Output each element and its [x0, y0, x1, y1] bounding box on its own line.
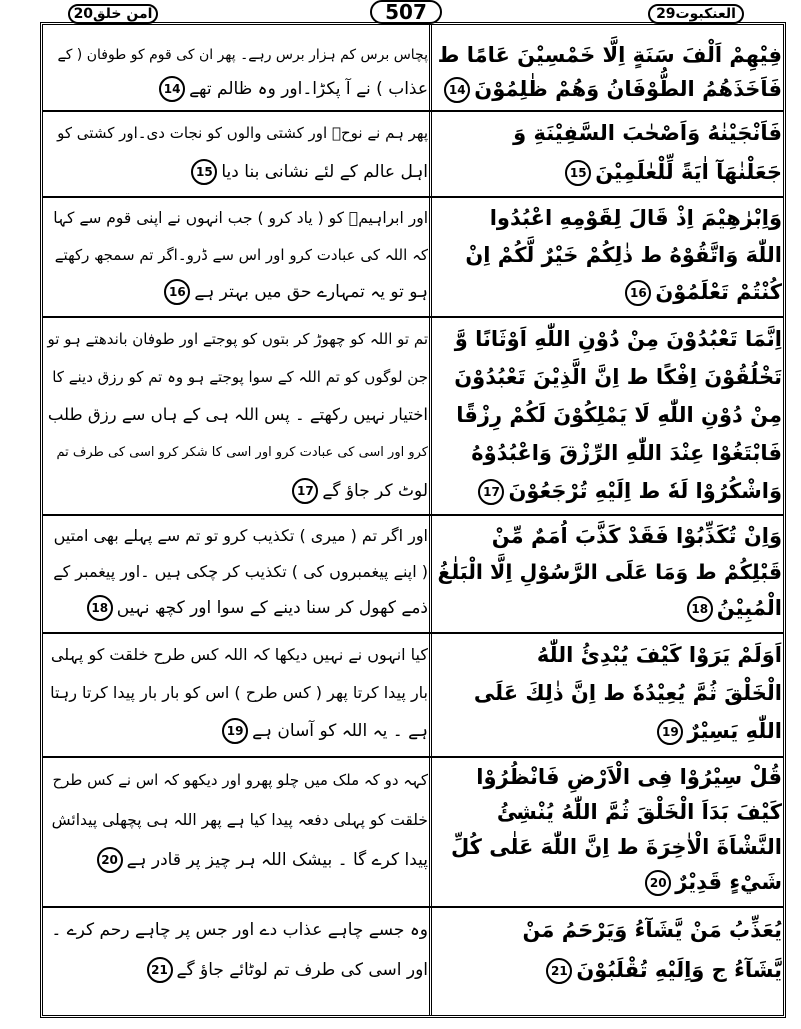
line-text: فِيْهِمْ اَلْفَ سَنَةٍ اِلَّا خَمْسِيْنَ عَامًا ط	[437, 43, 782, 67]
line-text: اور اگر تم ( میری ) تکذیب کرو تو تم سے پہلے بھی امتیں	[53, 526, 428, 545]
text-line	[46, 518, 428, 554]
text-line	[434, 274, 782, 311]
arabic-verse-block	[434, 200, 782, 311]
text-line	[434, 153, 782, 192]
line-text: اختیار نہیں رکھتے ۔ پس اللہ ہی کے ہاں سے رزق طلب	[47, 405, 428, 424]
urdu-translation-block	[46, 200, 428, 311]
section-label: امن خلق20	[68, 4, 158, 24]
verse-number-marker: 21	[546, 958, 572, 984]
line-text: کیا انہوں نے نہیں دیکھا کہ اللہ کس طرح خلقت کو پہلی	[50, 645, 428, 664]
text-line	[46, 237, 428, 274]
line-text: لوٹ کر جاؤ گے	[322, 481, 428, 501]
section-separator	[42, 196, 784, 198]
text-line	[46, 910, 428, 950]
arabic-verse-block	[434, 114, 782, 192]
line-text: قُلْ سِيْرُوْا فِى الْاَرْضِ فَانْظُرُوْا	[476, 765, 782, 789]
line-text: شَيْءٍ قَدِيْرٌ	[675, 870, 782, 894]
text-line	[434, 114, 782, 153]
section-separator	[42, 906, 784, 908]
arabic-verse-block	[434, 910, 782, 990]
text-line	[46, 674, 428, 712]
line-text: قَبْلِكُمْ ط وَمَا عَلَى الرَّسُوْلِ اِلَّا الْبَلٰغُ	[437, 560, 782, 584]
text-line	[434, 434, 782, 472]
urdu-translation-block	[46, 320, 428, 510]
text-line	[434, 795, 782, 830]
arabic-verse-block	[434, 38, 782, 106]
line-text: النَّشْاَةَ الْاٰخِرَةَ ط اِنَّ اللّٰهَ عَلٰى كُلِّ	[450, 835, 782, 859]
urdu-translation-block	[46, 114, 428, 192]
line-text: اِنَّمَا تَعْبُدُوْنَ مِنْ دُوْنِ اللّٰهِ اَوْثَانًا وَّ	[454, 327, 782, 351]
line-text: ہے ۔ یہ اللہ کو آسان ہے	[252, 721, 428, 741]
text-line	[434, 712, 782, 750]
verse-number-marker: 17	[478, 479, 504, 505]
line-text: يَّشَآءُ ج وَاِلَيْهِ تُقْلَبُوْنَ	[576, 958, 782, 982]
section-separator	[42, 514, 784, 516]
text-line	[434, 760, 782, 795]
text-line	[46, 554, 428, 590]
line-text: كُنْتُمْ تَعْلَمُوْنَ	[655, 280, 782, 304]
text-line	[434, 950, 782, 990]
arabic-verse-block	[434, 320, 782, 510]
text-line	[434, 518, 782, 554]
urdu-translation-block	[46, 760, 428, 880]
line-text: کرو اور اسی کی عبادت کرو اور اسی کا شکر کرو اسی کی طرف تم	[56, 445, 428, 460]
text-line	[46, 358, 428, 396]
line-text: پھر ہم نے نوحؑ اور کشتی والوں کو نجات دی۔اور کشتی کو	[57, 124, 428, 142]
line-text: جَعَلْنٰهَآ اٰيَةً لِّلْعٰلَمِيْنَ	[595, 160, 782, 184]
text-line	[434, 472, 782, 510]
line-text: وَاِبْرٰهِيْمَ اِذْ قَالَ لِقَوْمِهِ اعْبُدُوا	[489, 206, 782, 230]
text-line	[46, 950, 428, 990]
verse-number-marker: 20	[645, 870, 671, 896]
line-text: الْخَلْقَ ثُمَّ يُعِيْدُهٗ ط اِنَّ ذٰلِكَ عَلَى	[473, 681, 782, 705]
line-text: جن لوگوں کو تم اللہ کے سوا پوجتے ہو وہ تم کو رزق دینے کا	[52, 368, 428, 386]
line-text: فَابْتَغُوْا عِنْدَ اللّٰهِ الرِّزْقَ وَاعْبُدُوْهُ	[471, 441, 782, 465]
text-line	[46, 320, 428, 358]
line-text: ( اپنے پیغمبروں کی ) تکذیب کر چکی ہیں ۔اور پیغمبر کے	[53, 562, 428, 581]
text-line	[434, 237, 782, 274]
line-text: کہ اللہ کی عبادت کرو اور اس سے ڈرو۔اگر تم سمجھ رکھتے	[54, 246, 428, 264]
text-line	[46, 712, 428, 750]
verse-number-marker: 15	[191, 159, 217, 185]
text-line	[46, 636, 428, 674]
text-line	[434, 358, 782, 396]
text-line	[46, 434, 428, 472]
line-text: وہ جسے چاہے عذاب دے اور جس پر چاہے رحم کرے ۔	[51, 920, 428, 940]
verse-number-marker: 19	[657, 719, 683, 745]
line-text: اہل عالم کے لئے نشانی بنا دیا	[221, 162, 428, 182]
text-line	[434, 396, 782, 434]
verse-number-marker: 20	[97, 847, 123, 873]
line-text: فَاَنْجَيْنٰهُ وَاَصْحٰبَ السَّفِيْنَةِ وَ	[513, 121, 782, 145]
text-line	[46, 840, 428, 880]
verse-number-marker: 16	[625, 280, 651, 306]
text-line	[46, 800, 428, 840]
text-line	[434, 636, 782, 674]
verse-number-marker: 14	[159, 76, 185, 102]
text-line	[434, 38, 782, 72]
verse-number-marker: 19	[222, 718, 248, 744]
verse-number-marker: 15	[565, 160, 591, 186]
text-line	[46, 153, 428, 192]
line-text: پچاس برس کم ہزار برس رہے۔ پھر ان کی قوم کو طوفان ( کے	[57, 47, 428, 63]
text-line	[434, 72, 782, 106]
urdu-translation-block	[46, 38, 428, 106]
page-number: 507	[370, 0, 442, 24]
text-line	[434, 320, 782, 358]
arabic-verse-block	[434, 760, 782, 900]
line-text: مِنْ دُوْنِ اللّٰهِ لَا يَمْلِكُوْنَ لَكُمْ رِزْقًا	[456, 403, 782, 427]
text-line	[46, 200, 428, 237]
text-line	[434, 674, 782, 712]
line-text: کہہ دو کہ ملک میں چلو پھرو اور دیکھو کہ اس نے کس طرح	[52, 771, 428, 789]
line-text: ذمے کھول کر سنا دینے کے سوا اور کچھ نہیں	[116, 598, 428, 618]
line-text: الْمُبِيْنُ	[716, 596, 782, 620]
column-divider	[429, 24, 432, 1016]
line-text: اور ابراہیمؑ کو ( یاد کرو ) جب انہوں نے اپنی قوم سے کہا	[53, 209, 428, 227]
line-text: كَيْفَ بَدَاَ الْخَلْقَ ثُمَّ اللّٰهُ يُنْشِئُ	[496, 800, 782, 824]
verse-number-marker: 18	[87, 595, 113, 621]
line-text: عذاب ) نے آ پکڑا۔اور وہ ظالم تھے	[189, 79, 428, 99]
line-text: ہو تو یہ تمہارے حق میں بہتر ہے	[194, 282, 428, 302]
text-line	[46, 590, 428, 626]
section-separator	[42, 632, 784, 634]
text-line	[46, 472, 428, 510]
text-line	[434, 554, 782, 590]
line-text: فَاَخَذَهُمُ الطُّوْفَانُ وَهُمْ ظٰلِمُوْنَ	[474, 77, 782, 101]
text-line	[434, 910, 782, 950]
text-line	[46, 274, 428, 311]
text-line	[434, 830, 782, 865]
section-separator	[42, 110, 784, 112]
verse-number-marker: 21	[147, 957, 173, 983]
verse-number-marker: 16	[164, 279, 190, 305]
urdu-translation-block	[46, 518, 428, 626]
verse-number-marker: 14	[444, 77, 470, 103]
line-text: بار پیدا کرتا پھر ( کس طرح ) اس کو بار بار پیدا کرتا رہتا	[50, 683, 428, 702]
line-text: وَاشْكُرُوْا لَهٗ ط اِلَيْهِ تُرْجَعُوْنَ	[508, 479, 782, 503]
text-line	[46, 72, 428, 106]
arabic-verse-block	[434, 636, 782, 750]
line-text: خلقت کو پہلی دفعہ پیدا کیا ہے پھر اللہ ہی پچھلی پیدائش	[51, 811, 428, 829]
urdu-translation-block	[46, 636, 428, 750]
text-line	[46, 760, 428, 800]
line-text: پیدا کرے گا ۔ بیشک اللہ ہر چیز پر قادر ہے	[126, 850, 428, 870]
text-line	[46, 396, 428, 434]
line-text: وَاِنْ تُكَذِّبُوْا فَقَدْ كَذَّبَ اُمَمٌ مِّنْ	[491, 524, 782, 548]
urdu-translation-block	[46, 910, 428, 990]
surah-label: العنکبوت29	[648, 4, 744, 24]
verse-number-marker: 17	[292, 478, 318, 504]
text-line	[46, 38, 428, 72]
line-text: اور اسی کی طرف تم لوٹائے جاؤ گے	[176, 960, 428, 980]
text-line	[46, 114, 428, 153]
line-text: يُعَذِّبُ مَنْ يَّشَآءُ وَيَرْحَمُ مَنْ	[522, 918, 782, 942]
text-line	[434, 590, 782, 626]
text-line	[434, 865, 782, 900]
section-separator	[42, 316, 784, 318]
line-text: اللّٰهَ وَاتَّقُوْهُ ط ذٰلِكُمْ خَيْرٌ لَّكُمْ اِنْ	[465, 243, 782, 267]
line-text: تَخْلُقُوْنَ اِفْكًا ط اِنَّ الَّذِيْنَ تَعْبُدُوْنَ	[454, 365, 782, 389]
arabic-verse-block	[434, 518, 782, 626]
line-text: اَوَلَمْ يَرَوْا كَيْفَ يُبْدِئُ اللّٰهُ	[536, 643, 782, 667]
line-text: اللّٰهِ يَسِيْرٌ	[687, 719, 782, 743]
line-text: تم تو اللہ کو چھوڑ کر بتوں کو پوجتے اور طوفان باندھتے ہو تو	[47, 330, 428, 348]
section-separator	[42, 756, 784, 758]
verse-number-marker: 18	[687, 596, 713, 622]
text-line	[434, 200, 782, 237]
